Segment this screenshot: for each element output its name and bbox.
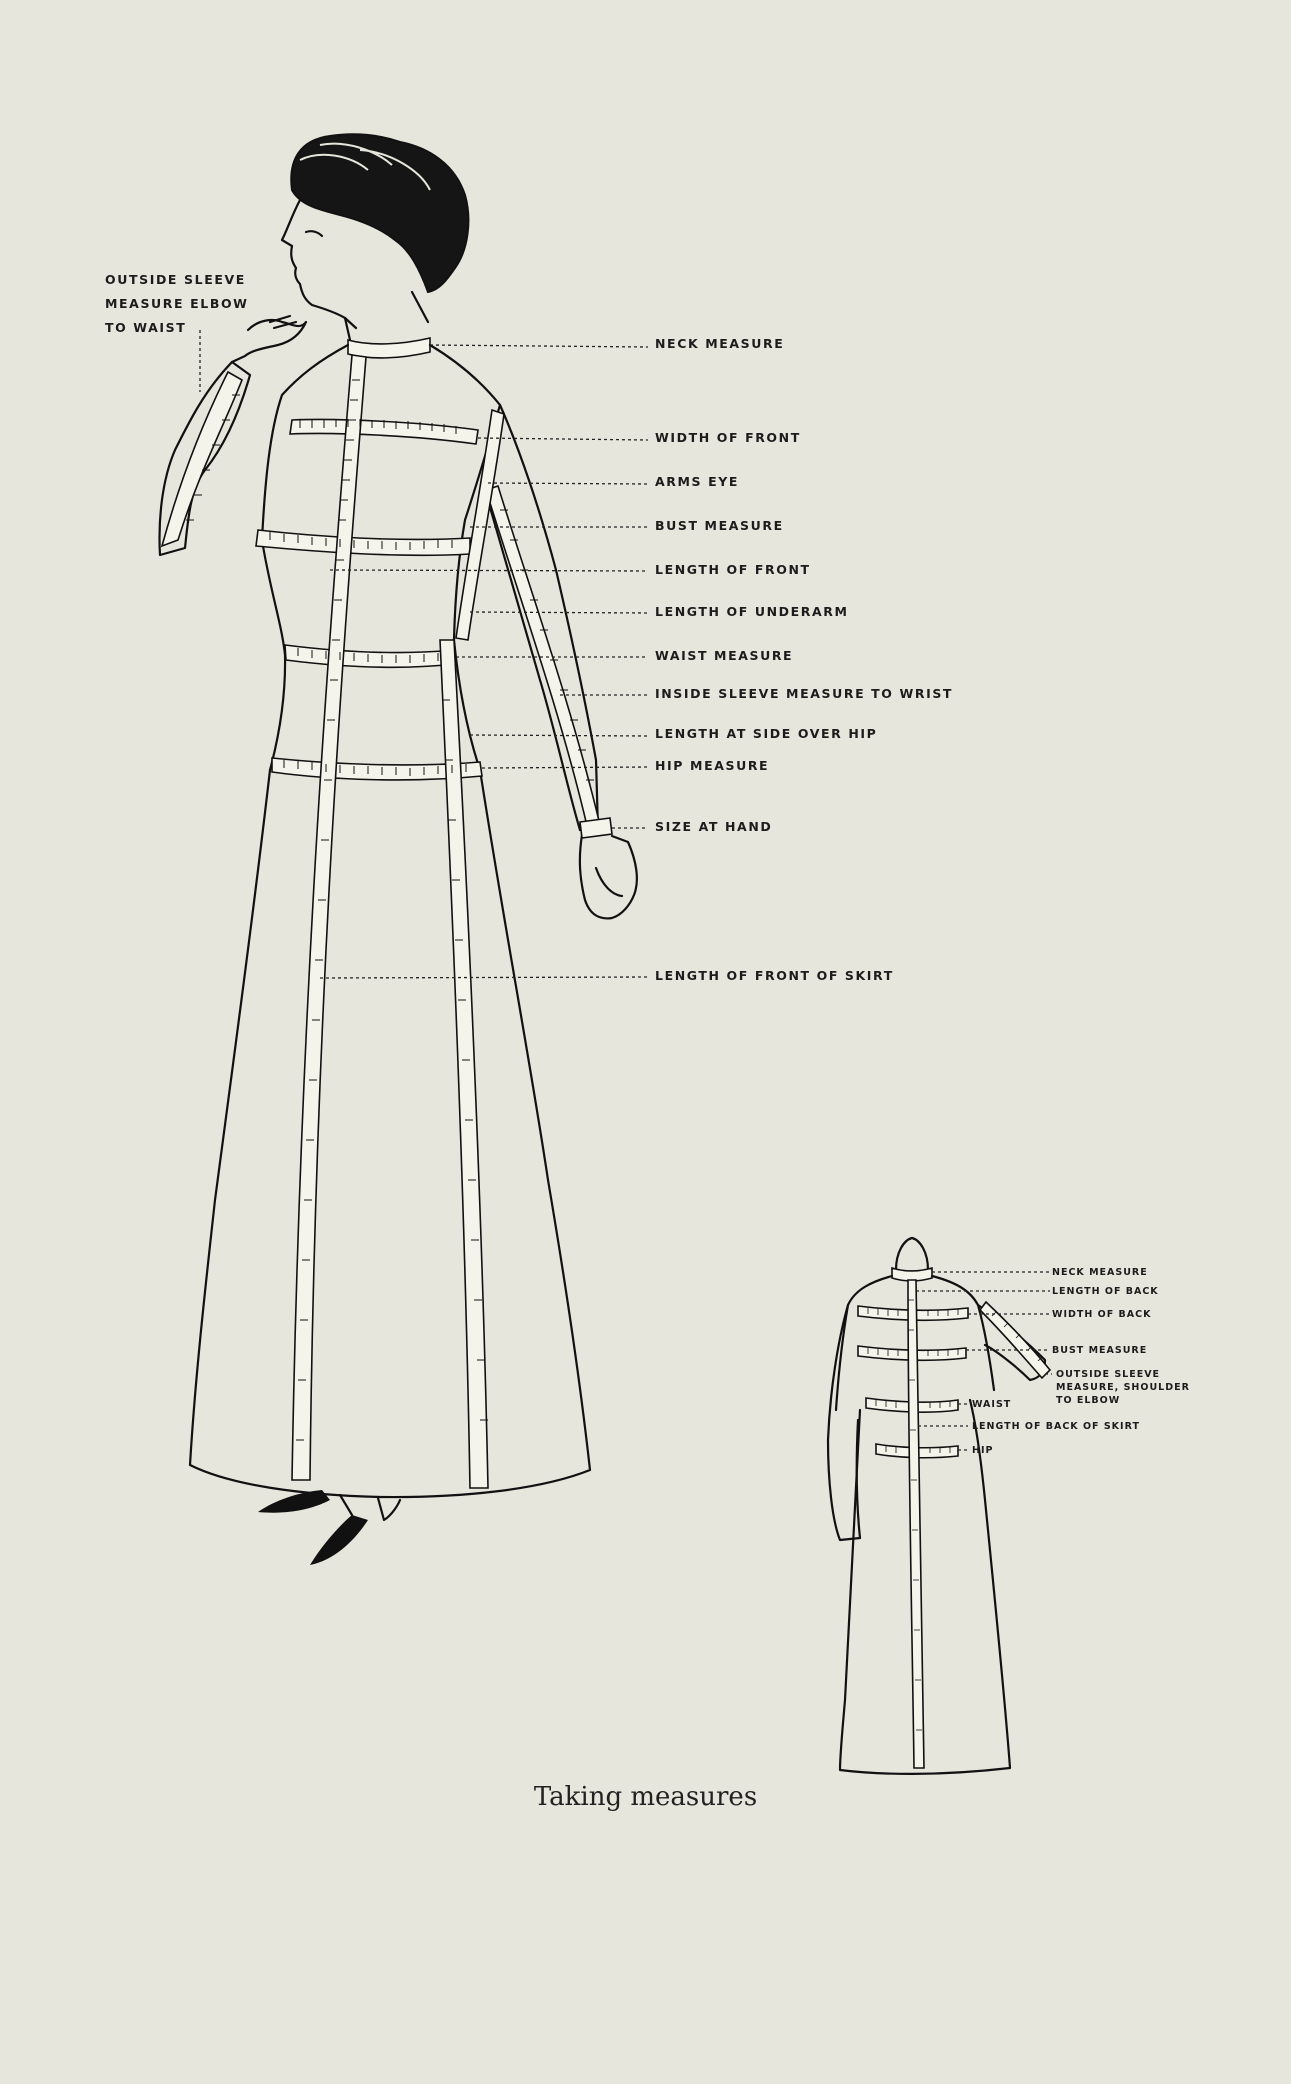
- label-length-side-hip: LENGTH AT SIDE OVER HIP: [655, 726, 878, 741]
- label-waist-measure: WAIST MEASURE: [655, 648, 794, 663]
- label-width-of-front: WIDTH OF FRONT: [655, 430, 801, 445]
- outside-sleeve-tape: [162, 372, 242, 546]
- front-length-tape: [292, 355, 366, 1480]
- label-outside-sleeve-1: OUTSIDE SLEEVE: [105, 272, 246, 287]
- label-size-at-hand: SIZE AT HAND: [655, 819, 773, 834]
- collar: [348, 338, 430, 358]
- label-hip-measure: HIP MEASURE: [655, 758, 770, 773]
- caption: Taking measures: [533, 1782, 758, 1812]
- label-length-front-skirt: LENGTH OF FRONT OF SKIRT: [655, 968, 894, 983]
- back-neck: [896, 1238, 928, 1270]
- raised-hand: [232, 320, 306, 362]
- back-label-length-back-skirt: LENGTH OF BACK OF SKIRT: [972, 1421, 1140, 1432]
- back-figure: [828, 1238, 1052, 1774]
- waist-tape: [285, 645, 456, 667]
- label-outside-sleeve-3: TO WAIST: [105, 320, 187, 335]
- back-label-neck: NECK MEASURE: [1052, 1267, 1148, 1278]
- back-label-outside-sleeve-3: TO ELBOW: [1056, 1395, 1121, 1406]
- back-label-hip: HIP: [972, 1445, 994, 1456]
- shoe-left: [258, 1490, 330, 1513]
- label-inside-sleeve: INSIDE SLEEVE MEASURE TO WRIST: [655, 686, 954, 701]
- shoe-right: [310, 1515, 368, 1565]
- back-label-outside-sleeve-1: OUTSIDE SLEEVE: [1056, 1369, 1161, 1380]
- bodice: [262, 345, 500, 770]
- skirt: [190, 770, 590, 1497]
- back-label-bust: BUST MEASURE: [1052, 1345, 1148, 1356]
- back-label-length-back: LENGTH OF BACK: [1052, 1286, 1159, 1297]
- label-length-of-front: LENGTH OF FRONT: [655, 562, 811, 577]
- label-neck-measure: NECK MEASURE: [655, 336, 785, 351]
- label-outside-sleeve-2: MEASURE ELBOW: [105, 296, 249, 311]
- label-bust-measure: BUST MEASURE: [655, 518, 784, 533]
- back-label-width-back: WIDTH OF BACK: [1052, 1309, 1152, 1320]
- lowered-hand: [580, 835, 637, 918]
- face: [282, 200, 356, 328]
- label-arms-eye: ARMS EYE: [655, 474, 740, 489]
- back-label-outside-sleeve-2: MEASURE, SHOULDER: [1056, 1382, 1190, 1393]
- hair: [291, 134, 468, 292]
- back-label-waist: WAIST: [972, 1399, 1012, 1410]
- label-length-of-underarm: LENGTH OF UNDERARM: [655, 604, 849, 619]
- inside-sleeve-tape: [486, 486, 600, 830]
- front-figure: [160, 134, 648, 1565]
